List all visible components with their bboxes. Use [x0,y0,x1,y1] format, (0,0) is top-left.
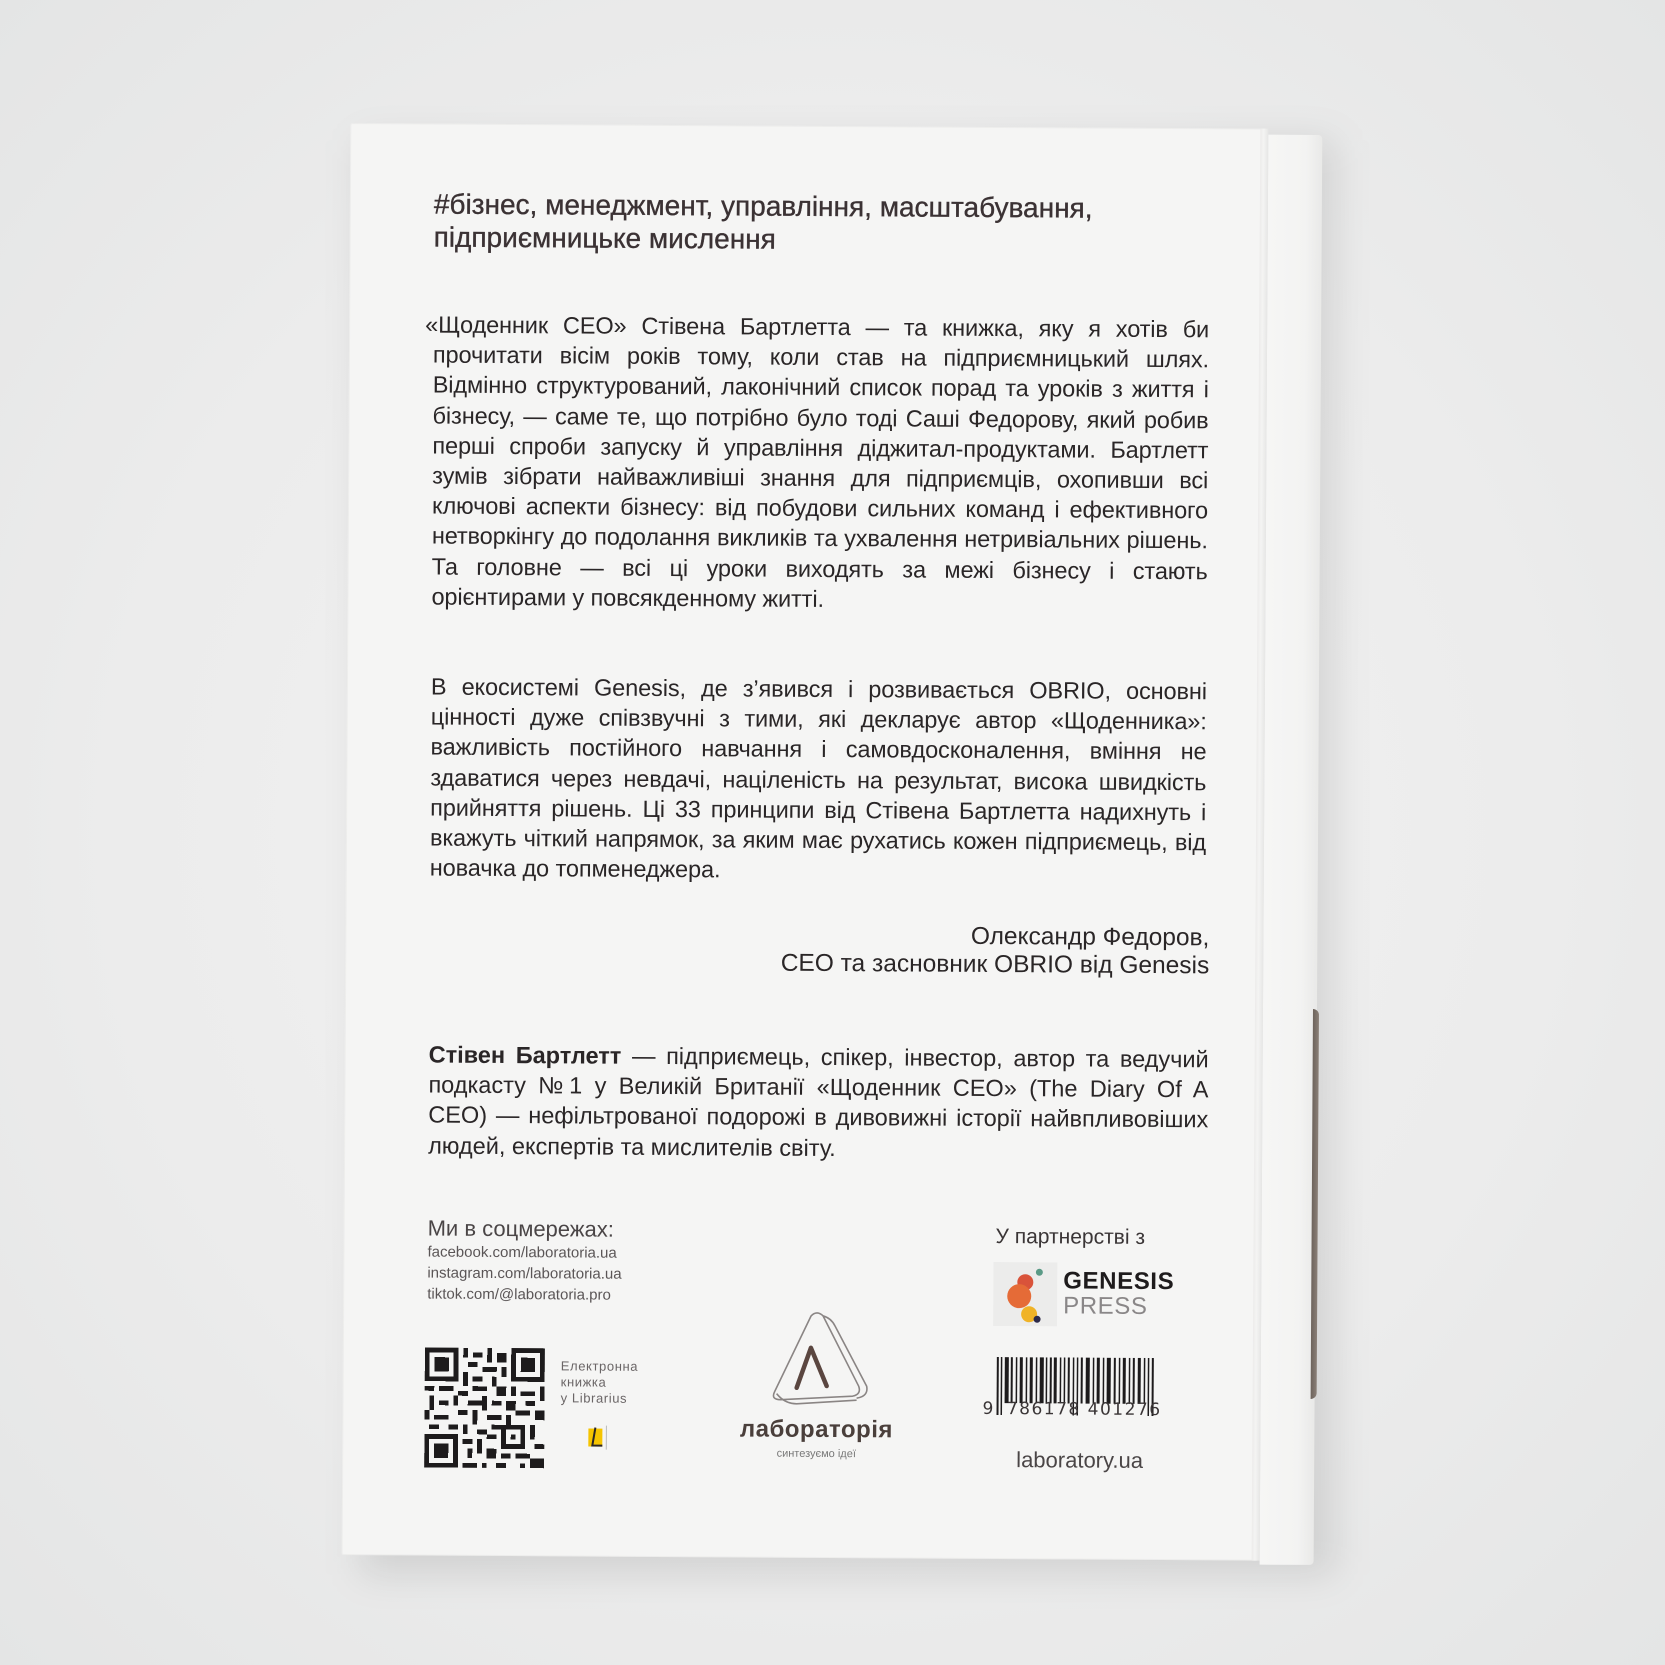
genesis-dots-icon [993,1262,1057,1326]
genesis-press-logo [993,1262,1193,1333]
social-link-tiktok[interactable]: tiktok.com/@laboratoria.pro [427,1285,611,1304]
isbn-prefix: 9 [982,1398,995,1420]
social-block [427,1216,728,1307]
social-link-facebook[interactable]: facebook.com/laboratoria.ua [427,1243,617,1262]
publisher-logo [726,1307,907,1478]
signature-name: Олександр Федоров, [970,922,1210,952]
genesis-press-wordmark [1063,1268,1174,1319]
hashtag-line-2: підприємницьке мислення [433,221,776,255]
publisher-tagline: синтезуємо ідеї [776,1447,856,1461]
author-name: Стівен Бартлетт [428,1041,622,1069]
librarius-logo-icon [586,1425,608,1451]
website-link[interactable]: laboratory.ua [1016,1447,1144,1473]
publisher-name: лабораторія [739,1415,893,1444]
ebook-line-2: книжка [560,1374,607,1390]
signature-title: СЕО та засновник OBRIO від Genesis [780,949,1210,980]
qr-code-icon[interactable] [424,1348,545,1469]
author-bio [428,1040,1209,1166]
review-paragraph-1: «Щоденник СЕО» Стівена Бартлетта — та книжка, яку я хотів би прочитати вісім років тому, коли став на підприємницький шлях. Відмінно структурований, лаконічний список порад та уроків з життя і бізнесу, — саме те, що потрібно було тоді Саші Федорову, який робив перші спроби запуску й управління діджитал-продуктами. Бартлетт зумів зібрати найважливіші знання для підприємців, охопивши всі ключові аспекти бізнесу: від побудови сильних команд і ефективного нетворкінгу до подолання викликів та ухвалення нетривіальних рішень. Та головне — всі ці уроки виходять за межі бізнесу і стають орієнтирами у повсякденному житті. [425,311,1210,612]
ebook-line-1: Електронна [560,1358,639,1374]
laboratoria-triangle-logo [727,1307,908,1413]
social-heading: Ми в соцмережах: [427,1215,614,1242]
press-word: PRESS [1063,1292,1148,1320]
partner-label: У партнерстві з [995,1225,1146,1249]
isbn-number [982,1399,1161,1420]
review-paragraph-2: В екосистемі Genesis, де з’явився і розвивається OBRIO, основні цінності дуже співзвучні з тими, які декларує автор «Щоденника»: важливість постійного навчання і самовдосконалення, вміння не здаватися через невдачі, націленість на результат, висока швидкість прийняття рішень. Ці 33 принципи від Стівена Бартлетта надихнуть і вкажуть чіткий напрямок, за яким має рухатись кожен підприємець, від новачка до топменеджера. [429,673,1208,883]
barcode-icon [982,1357,1177,1438]
isbn-digits: 786178 401276 [1006,1399,1162,1421]
social-link-instagram[interactable]: instagram.com/laboratoria.ua [427,1264,622,1283]
author-bio-text: — підприємець, спікер, інвестор, автор та ведучий подкасту №1 у Великій Британії «Щоденник СЕО» (The Diary Of A CEO) — нефільтрованої подорожі в дивовижні історії найвпливовіших людей, експертів та мислителів світу. [428,1042,1209,1161]
book-back-cover [342,123,1321,1561]
hashtag-line-1: #бізнес, менеджмент, управління, масштабування, [433,188,1093,224]
hashtag-heading [434,188,1214,259]
review-signature [429,920,1209,981]
genesis-word: GENESIS [1063,1267,1175,1296]
ebook-label [561,1358,639,1406]
ebook-line-3: у Librarius [560,1390,628,1406]
